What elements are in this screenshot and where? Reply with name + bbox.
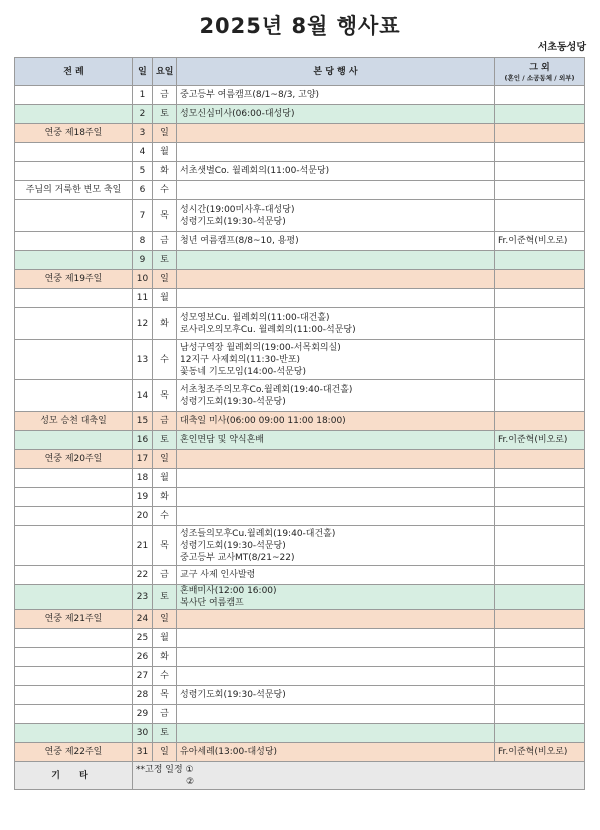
events-cell	[177, 105, 495, 124]
events-cell	[177, 507, 495, 526]
liturgy-cell	[15, 143, 133, 162]
footer-line: ②	[186, 776, 195, 787]
other-cell	[495, 667, 585, 686]
other-cell	[495, 686, 585, 705]
day-cell: 23	[133, 585, 153, 610]
table-row	[15, 181, 585, 200]
events-cell	[177, 251, 495, 270]
other-cell	[495, 507, 585, 526]
events-cell	[177, 143, 495, 162]
header-events: 본 당 행 사	[177, 58, 495, 86]
table-row	[15, 488, 585, 507]
day-cell: 25	[133, 629, 153, 648]
events-cell	[177, 488, 495, 507]
weekday-cell: 목	[153, 686, 177, 705]
liturgy-cell	[15, 724, 133, 743]
event-line: 성모신심미사(06:00-대성당)	[180, 109, 295, 119]
table-row	[15, 251, 585, 270]
other-cell	[495, 270, 585, 289]
liturgy-cell: 연중 제22주일	[15, 743, 133, 762]
liturgy-cell	[15, 232, 133, 251]
day-cell: 18	[133, 469, 153, 488]
other-cell	[495, 705, 585, 724]
day-cell: 15	[133, 412, 153, 431]
table-row	[15, 648, 585, 667]
weekday-cell: 월	[153, 289, 177, 308]
liturgy-cell: 성모 승천 대축일	[15, 412, 133, 431]
other-cell	[495, 585, 585, 610]
footer-label: 기 타	[15, 762, 133, 790]
event-line: 중고등부 교사MT(8/21~22)	[180, 552, 295, 563]
events-cell	[177, 610, 495, 629]
table-row	[15, 143, 585, 162]
day-cell: 30	[133, 724, 153, 743]
liturgy-cell: 연중 제20주일	[15, 450, 133, 469]
other-cell	[495, 724, 585, 743]
page-title: 2025년 8월 행사표	[199, 14, 401, 38]
weekday-cell: 일	[153, 270, 177, 289]
day-cell: 20	[133, 507, 153, 526]
weekday-cell: 화	[153, 162, 177, 181]
liturgy-cell	[15, 488, 133, 507]
event-line: 서초청조주의모후Co.월례회(19:40-대건홀)	[180, 384, 353, 395]
other-cell: Fr.이준혁(비오로)	[495, 232, 585, 251]
day-cell: 12	[133, 308, 153, 340]
weekday-cell: 토	[153, 431, 177, 450]
event-line: 성령기도회(19:30-석문당)	[180, 396, 286, 407]
events-cell	[177, 162, 495, 181]
liturgy-cell	[15, 105, 133, 124]
events-cell	[177, 629, 495, 648]
events-cell	[177, 526, 495, 566]
weekday-cell: 수	[153, 507, 177, 526]
liturgy-cell	[15, 380, 133, 412]
liturgy-cell	[15, 566, 133, 585]
day-cell: 26	[133, 648, 153, 667]
liturgy-cell	[15, 705, 133, 724]
day-cell: 19	[133, 488, 153, 507]
other-cell: Fr.이준혁(비오로)	[495, 431, 585, 450]
weekday-cell: 일	[153, 450, 177, 469]
events-cell	[177, 724, 495, 743]
events-cell	[177, 431, 495, 450]
events-cell	[177, 289, 495, 308]
table-row	[15, 200, 585, 232]
weekday-cell: 목	[153, 526, 177, 566]
other-cell	[495, 648, 585, 667]
table-row	[15, 743, 585, 762]
day-cell: 21	[133, 526, 153, 566]
table-row	[15, 450, 585, 469]
other-cell	[495, 251, 585, 270]
liturgy-cell	[15, 629, 133, 648]
event-line: 복사단 여름캠프	[180, 598, 244, 608]
events-cell	[177, 340, 495, 380]
table-row	[15, 566, 585, 585]
liturgy-cell: 주님의 거룩한 변모 축일	[15, 181, 133, 200]
events-cell	[177, 743, 495, 762]
weekday-cell: 일	[153, 124, 177, 143]
day-cell: 9	[133, 251, 153, 270]
day-cell: 2	[133, 105, 153, 124]
day-cell: 17	[133, 450, 153, 469]
other-cell	[495, 289, 585, 308]
header-day: 일	[133, 58, 153, 86]
table-row	[15, 162, 585, 181]
events-cell	[177, 450, 495, 469]
events-cell	[177, 308, 495, 340]
events-cell	[177, 667, 495, 686]
other-cell	[495, 412, 585, 431]
other-cell	[495, 450, 585, 469]
table-row	[15, 686, 585, 705]
event-line: 12지구 사제회의(11:30-반포)	[180, 354, 301, 365]
liturgy-cell	[15, 289, 133, 308]
day-cell: 8	[133, 232, 153, 251]
event-line: 서초샛별Co. 월례회의(11:00-석문당)	[180, 166, 330, 176]
weekday-cell: 수	[153, 667, 177, 686]
liturgy-cell	[15, 648, 133, 667]
table-row	[15, 431, 585, 450]
event-line: 성시간(19:00미사후-대성당)	[180, 204, 295, 215]
header-other-sub: (혼인 / 소공동체 / 외부)	[504, 73, 575, 82]
liturgy-cell: 연중 제18주일	[15, 124, 133, 143]
weekday-cell: 목	[153, 380, 177, 412]
table-row	[15, 124, 585, 143]
footer-notes	[133, 762, 585, 790]
header-weekday: 요일	[153, 58, 177, 86]
event-line: 혼인면담 및 약식혼배	[180, 435, 264, 445]
day-cell: 16	[133, 431, 153, 450]
day-cell: 31	[133, 743, 153, 762]
table-row	[15, 86, 585, 105]
events-cell	[177, 705, 495, 724]
liturgy-cell	[15, 200, 133, 232]
events-cell	[177, 686, 495, 705]
footer-line: **고정 일정 ①	[136, 764, 194, 775]
table-row	[15, 629, 585, 648]
events-cell	[177, 412, 495, 431]
other-cell	[495, 200, 585, 232]
day-cell: 29	[133, 705, 153, 724]
event-line: 청년 여름캠프(8/8~10, 용평)	[180, 236, 299, 246]
schedule-table	[14, 57, 585, 790]
day-cell: 13	[133, 340, 153, 380]
day-cell: 5	[133, 162, 153, 181]
event-line: 혼배미사(12:00 16:00)	[180, 586, 277, 596]
other-cell	[495, 629, 585, 648]
header-other-title: 그 외	[529, 62, 550, 73]
events-cell	[177, 181, 495, 200]
other-cell	[495, 526, 585, 566]
events-cell	[177, 270, 495, 289]
table-row	[15, 270, 585, 289]
event-line: 중고등부 여름캠프(8/1~8/3, 고양)	[180, 90, 320, 100]
other-cell	[495, 488, 585, 507]
table-row	[15, 469, 585, 488]
header-liturgy: 전 례	[15, 58, 133, 86]
event-line: 대축일 미사(06:00 09:00 11:00 18:00)	[180, 416, 346, 426]
other-cell	[495, 143, 585, 162]
liturgy-cell	[15, 667, 133, 686]
table-row	[15, 507, 585, 526]
other-cell	[495, 566, 585, 585]
other-cell	[495, 380, 585, 412]
table-row	[15, 667, 585, 686]
liturgy-cell	[15, 86, 133, 105]
event-line: 성조들의모후Cu.월례회(19:40-대건홀)	[180, 528, 336, 539]
liturgy-cell	[15, 251, 133, 270]
weekday-cell: 금	[153, 86, 177, 105]
liturgy-cell	[15, 162, 133, 181]
weekday-cell: 금	[153, 705, 177, 724]
church-name: 서초동성당	[537, 42, 586, 53]
table-row	[15, 585, 585, 610]
weekday-cell: 금	[153, 566, 177, 585]
day-cell: 22	[133, 566, 153, 585]
weekday-cell: 화	[153, 648, 177, 667]
day-cell: 14	[133, 380, 153, 412]
table-body	[15, 86, 585, 762]
other-cell	[495, 469, 585, 488]
weekday-cell: 월	[153, 143, 177, 162]
day-cell: 24	[133, 610, 153, 629]
liturgy-cell	[15, 526, 133, 566]
weekday-cell: 일	[153, 743, 177, 762]
event-line: 성령기도회(19:30-석문당)	[180, 216, 286, 227]
day-cell: 6	[133, 181, 153, 200]
weekday-cell: 일	[153, 610, 177, 629]
other-cell	[495, 86, 585, 105]
event-line: 꽃동네 기도모임(14:00-석문당)	[180, 366, 307, 377]
liturgy-cell	[15, 340, 133, 380]
header-other	[495, 58, 585, 86]
liturgy-cell	[15, 686, 133, 705]
other-cell	[495, 610, 585, 629]
weekday-cell: 토	[153, 105, 177, 124]
events-cell	[177, 585, 495, 610]
event-line: 남성구역장 월례회의(19:00-서목회의실)	[180, 342, 341, 353]
weekday-cell: 수	[153, 181, 177, 200]
table-row	[15, 610, 585, 629]
events-cell	[177, 469, 495, 488]
events-cell	[177, 200, 495, 232]
other-cell	[495, 105, 585, 124]
weekday-cell: 월	[153, 629, 177, 648]
day-cell: 1	[133, 86, 153, 105]
weekday-cell: 월	[153, 469, 177, 488]
day-cell: 28	[133, 686, 153, 705]
footer-row	[15, 762, 585, 790]
day-cell: 3	[133, 124, 153, 143]
events-cell	[177, 648, 495, 667]
table-row	[15, 412, 585, 431]
table-row	[15, 340, 585, 380]
liturgy-cell	[15, 507, 133, 526]
events-cell	[177, 232, 495, 251]
weekday-cell: 금	[153, 232, 177, 251]
other-cell: Fr.이준혁(비오로)	[495, 743, 585, 762]
weekday-cell: 수	[153, 340, 177, 380]
table-row	[15, 308, 585, 340]
events-cell	[177, 86, 495, 105]
weekday-cell: 화	[153, 488, 177, 507]
other-cell	[495, 181, 585, 200]
events-cell	[177, 124, 495, 143]
weekday-cell: 화	[153, 308, 177, 340]
table-row	[15, 289, 585, 308]
event-line: 성령기도회(19:30-석문당)	[180, 540, 286, 551]
other-cell	[495, 124, 585, 143]
weekday-cell: 금	[153, 412, 177, 431]
table-row	[15, 232, 585, 251]
event-line: 로사리오의모후Cu. 월례회의(11:00-석문당)	[180, 324, 356, 335]
table-row	[15, 105, 585, 124]
weekday-cell: 토	[153, 585, 177, 610]
weekday-cell: 목	[153, 200, 177, 232]
day-cell: 11	[133, 289, 153, 308]
table-header-row	[15, 58, 585, 86]
liturgy-cell: 연중 제21주일	[15, 610, 133, 629]
liturgy-cell	[15, 585, 133, 610]
table-row	[15, 380, 585, 412]
day-cell: 4	[133, 143, 153, 162]
weekday-cell: 토	[153, 251, 177, 270]
event-line: 유아세례(13:00-대성당)	[180, 747, 278, 757]
table-row	[15, 724, 585, 743]
day-cell: 7	[133, 200, 153, 232]
events-cell	[177, 380, 495, 412]
event-line: 성모영보Cu. 월례회의(11:00-대건홀)	[180, 312, 330, 323]
event-line: 성령기도회(19:30-석문당)	[180, 690, 286, 700]
event-line: 교구 사제 인사발령	[180, 570, 256, 580]
day-cell: 27	[133, 667, 153, 686]
other-cell	[495, 340, 585, 380]
table-row	[15, 705, 585, 724]
events-cell	[177, 566, 495, 585]
day-cell: 10	[133, 270, 153, 289]
other-cell	[495, 308, 585, 340]
table-row	[15, 526, 585, 566]
liturgy-cell	[15, 431, 133, 450]
liturgy-cell: 연중 제19주일	[15, 270, 133, 289]
other-cell	[495, 162, 585, 181]
liturgy-cell	[15, 469, 133, 488]
liturgy-cell	[15, 308, 133, 340]
weekday-cell: 토	[153, 724, 177, 743]
